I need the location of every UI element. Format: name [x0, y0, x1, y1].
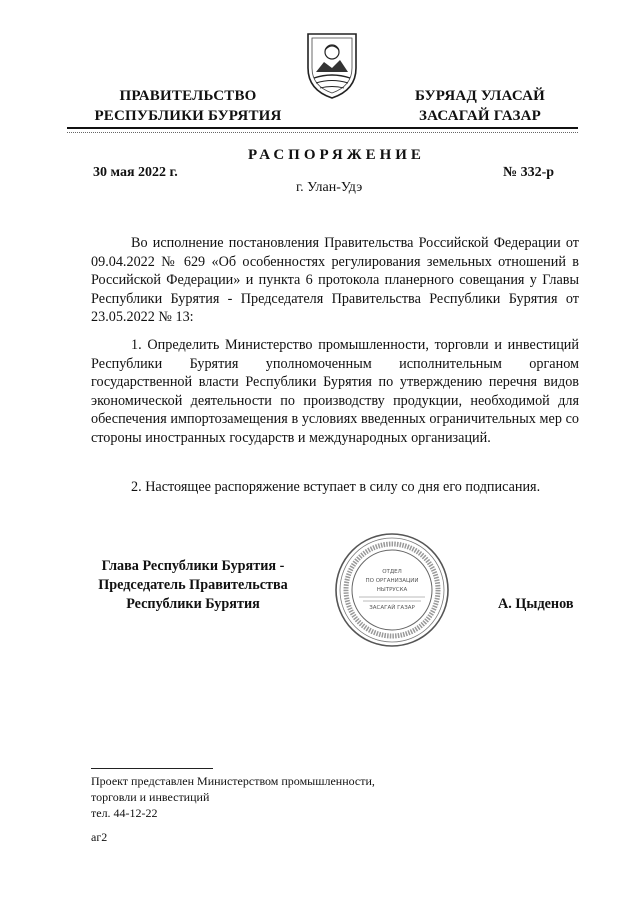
coat-of-arms-emblem — [302, 28, 362, 100]
signatory-title — [88, 557, 298, 614]
stamp-line-4: ЗАСАГАЙ ГАЗАР — [369, 605, 415, 611]
header-left — [88, 86, 288, 126]
document-title: РАСПОРЯЖЕНИЕ — [248, 147, 425, 163]
paragraph-preamble-text: Во исполнение постановления Правительства Российской Федерации от 09.04.2022 № 629 «Об особенностях регулирования земельных отношений в Российской Федерации» и пункта 6 протокола планерного совещания у Главы Республики Бурятия - Председателя Правительства Республики Бурятия от 23.05.2022 № 13: — [91, 235, 579, 326]
stamp-line-3: НЫТРУСКА — [376, 587, 408, 593]
header-right — [400, 86, 560, 126]
stamp-line-1: ОТДЕЛ — [382, 569, 402, 575]
document-code: аг2 — [91, 830, 108, 844]
stamp-line-2: ПО ОРГАНИЗАЦИИ — [365, 578, 419, 584]
footnote — [91, 773, 431, 821]
document-number: № 332-р — [503, 165, 555, 180]
document-city: г. Улан-Удэ — [296, 180, 363, 195]
signatory-name: А. Цыденов — [498, 596, 574, 612]
header-dotted-divider — [67, 132, 578, 133]
republic-name: РЕСПУБЛИКИ БУРЯТИЯ — [94, 108, 282, 124]
paragraph-item-1-text: 1. Определить Министерство промышленности, торговли и инвестиций Республики Бурятия уполномоченным исполнительным органом государственной власти Республики Бурятия по утверждению перечня видов экономической деятельности по производству продукции, необходимой для обеспечения импортозамещения в условиях введенных ограничительных мер со стороны иностранных государств и международных организаций. — [91, 337, 579, 446]
signatory-title-line2: Председатель Правительства — [98, 577, 288, 593]
government-name: ПРАВИТЕЛЬСТВО — [119, 88, 257, 104]
footnote-phone: тел. 44-12-22 — [91, 806, 158, 820]
footnote-divider — [91, 768, 213, 769]
paragraph-item-2-text: 2. Настоящее распоряжение вступает в силу со дня его подписания. — [131, 479, 541, 495]
header-divider — [67, 127, 578, 129]
government-name-buryat: БУРЯАД УЛАСАЙ — [414, 88, 546, 104]
republic-name-buryat: ЗАСАГАЙ ГАЗАР — [419, 108, 541, 124]
document-date: 30 мая 2022 г. — [93, 165, 178, 180]
footnote-line-1: Проект представлен Министерством промышленности, — [91, 774, 375, 788]
official-stamp — [333, 531, 451, 649]
signatory-title-line1: Глава Республики Бурятия - — [101, 558, 285, 574]
footnote-line-2: торговли и инвестиций — [91, 790, 210, 804]
paragraph-item-1 — [91, 336, 579, 448]
signatory-title-line3: Республики Бурятия — [126, 596, 260, 612]
paragraph-preamble — [91, 234, 579, 327]
paragraph-item-2 — [91, 478, 579, 497]
